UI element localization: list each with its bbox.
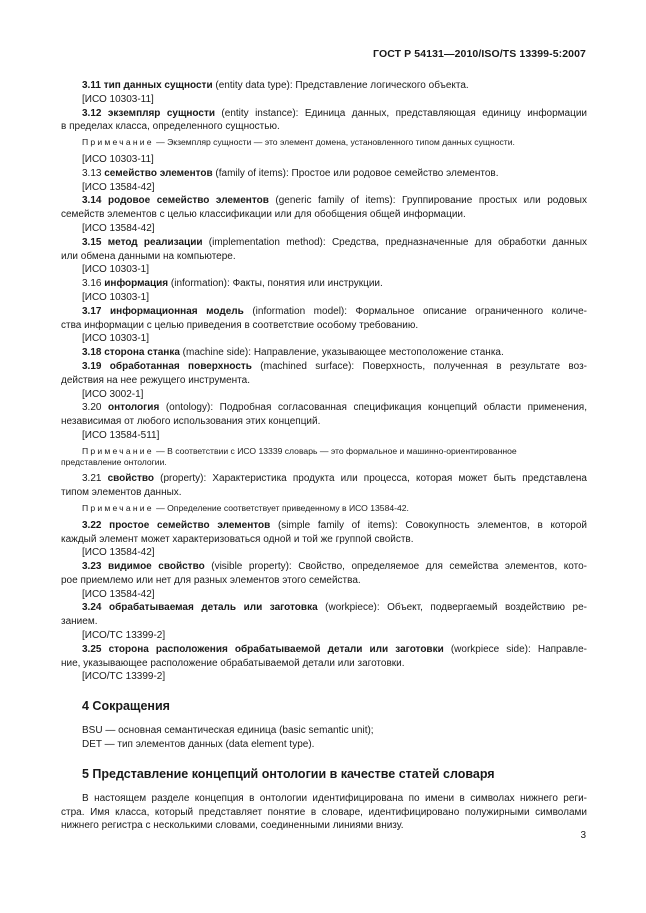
reference: [ИСО 3002-1] [82, 388, 144, 400]
term: 3.15 метод реализации [82, 236, 203, 248]
definition-3-14: 3.14 родовое семейство элементов (generic family of items): Группирование простых или родовых семейств элементов с целью классификации или для обобщения общей информации. [ИСО 13584-42] [61, 195, 587, 234]
reference: [ИСО 13584-42] [82, 222, 155, 234]
reference: [ИСО/ТС 13399-2] [82, 671, 166, 683]
definition-3-12: 3.12 экземпляр сущности (entity instance): Единица данных, представляющая единицу информации в пределах класса, определенного сущностью. Примечание — Экземпляр сущности — это элемент домена, установленного типом данных сущности. [ИСО 10303-11] [61, 107, 588, 165]
note: Примечание — В соответствии с ИСО 13339 словарь — это формальное и машинно-ориентированное [82, 445, 517, 456]
reference: [ИСО 13584-42] [82, 588, 155, 600]
section-5-heading: 5 Представление концепций онтологии в качестве статей словаря [82, 766, 495, 781]
reference: [ИСО 10303-1] [82, 291, 150, 303]
term: 3.25 сторона расположения обрабатываемой детали или заготовки [82, 643, 444, 655]
term: 3.18 сторона станка [82, 347, 180, 359]
abbreviation-det: DET — тип элементов данных (data element type). [82, 739, 315, 751]
definition-3-21: 3.21 свойство (property): Характеристика продукта или процесса, которая может быть представлена типом элементов данных. Примечание — Определение соответствует приведенному в ИСО 13584-42. [82, 472, 587, 515]
definition-3-13: 3.13 семейство элементов (family of items): Простое или родовое семейство элементов. [ИСО 13584-42] [82, 167, 587, 195]
definition-3-23: 3.23 видимое свойство (visible property): Свойство, определяемое для семейства элементов, кото- рое приемлемо или нет для разных элементов этого семейства. [ИСО 13584-42] [61, 561, 587, 600]
definition-3-18: 3.18 сторона станка (machine side): Направление, указывающее местоположение станка. [82, 347, 504, 359]
section-4-heading: 4 Сокращения [82, 699, 170, 714]
document-body [61, 79, 588, 833]
page-number: 3 [580, 830, 586, 841]
reference: [ИСО 13584-42] [82, 547, 155, 559]
reference: [ИСО 10303-11] [82, 153, 154, 165]
reference: [ИСО 13584-511] [82, 429, 160, 441]
definition-3-22: 3.22 простое семейство элементов (simple family of items): Совокупность элементов, в которой каждый элемент может характеризоваться одной и той же группой свойств. [ИСО 13584-42] [61, 519, 588, 559]
reference: [ИСО 10303-1] [82, 264, 150, 276]
reference: [ИСО/ТС 13399-2] [82, 630, 166, 642]
note: Примечание — Определение соответствует приведенному в ИСО 13584-42. [82, 502, 409, 513]
term: 3.23 видимое свойство [82, 561, 205, 573]
term: онтология [108, 402, 160, 414]
term: 3.12 экземпляр сущности [82, 107, 216, 119]
reference: [ИСО 10303-11] [82, 93, 154, 105]
term: информация [104, 278, 169, 290]
reference: [ИСО 13584-42] [82, 181, 155, 193]
term: свойство [107, 473, 155, 485]
term: 3.17 информационная модель [82, 305, 244, 317]
definition-3-15: 3.15 метод реализации (implementation method): Средства, предназначенные для обработки данных или обмена данными на компьютере. [ИСО 10303-1] [61, 236, 588, 276]
reference: [ИСО 10303-1] [82, 333, 150, 345]
definition-3-20: 3.20 онтология (ontology): Подробная согласованная спецификация концепций области применения, независимая от любого использования этих концепций. [ИСО 13584-511] Примечание — В соответствии с ИСО 13339 словарь — это формальное и машинно-ориентированное представление онтологии. [61, 402, 587, 467]
term: 3.11 тип данных сущности [82, 80, 213, 91]
term: семейство элементов [104, 167, 213, 179]
document-header: ГОСТ Р 54131—2010/ISO/TS 13399-5:2007 [373, 48, 586, 60]
section-5-paragraph: В настоящем разделе концепция в онтологии идентифицирована по имени в символах нижнего реги- стра. Имя класса, который представляет понятие в словаре, идентифицировано полужирными символами нижнего регистра с несколькими словами, соединенными линиями внизу. [61, 792, 587, 832]
definition-3-25: 3.25 сторона расположения обрабатываемой детали или заготовки (workpiece side): Направле- ние, указывающее расположение обрабатываемой детали или заготовки. [ИСО/ТС 13399-2] [61, 643, 587, 683]
note: Примечание — Экземпляр сущности — это элемент домена, установленного типом данных сущности. [82, 137, 515, 148]
term: 3.22 простое семейство элементов [82, 519, 271, 531]
term: 3.24 обрабатываемая деталь или заготовка [82, 602, 318, 614]
definition-3-16: 3.16 информация (information): Факты, понятия или инструкции. [ИСО 10303-1] [82, 277, 587, 305]
definition-3-24: 3.24 обрабатываемая деталь или заготовка (workpiece): Объект, подвергаемый воздействию ре- занием. [ИСО/ТС 13399-2] [61, 602, 587, 642]
definition-3-17: 3.17 информационная модель (information model): Формальное описание ограниченного количе- ства информации с целью приведения в соответствие особому требованию. [ИСО 10303-1] [61, 305, 587, 345]
abbreviation-bsu: BSU — основная семантическая единица (basic semantic unit); [82, 725, 374, 737]
term: 3.14 родовое семейство элементов [82, 195, 269, 207]
term: 3.19 обработанная поверхность [82, 360, 252, 372]
definition-3-19: 3.19 обработанная поверхность (machined surface): Поверхность, полученная в результате воз- действия на нее режущего инструмента. [ИСО 3002-1] [61, 360, 588, 400]
definition-3-11: 3.11 тип данных сущности (entity data type): Представление логического объекта. [ИСО 10303-11] [82, 79, 587, 107]
